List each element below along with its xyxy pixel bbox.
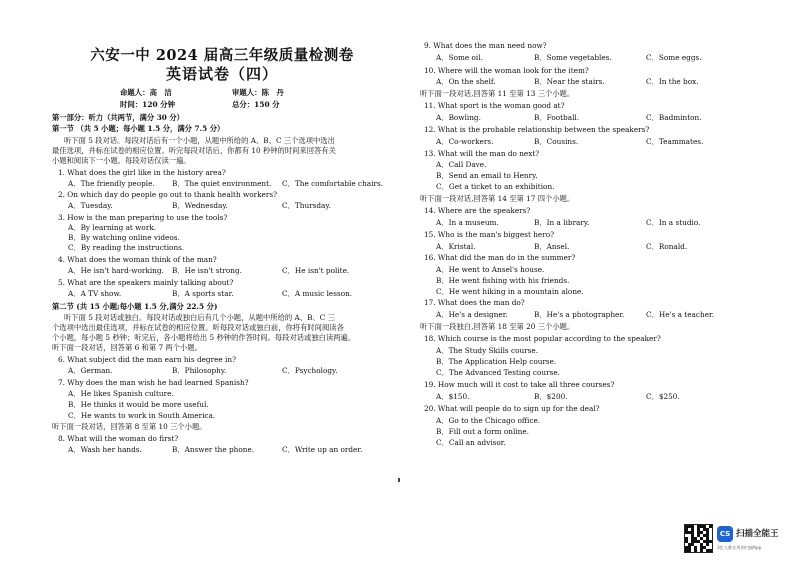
option-b: B．Near the stairs. (534, 77, 605, 86)
question-text: 9. What does the man need now? (424, 41, 547, 50)
option-c: C．Call an advisor. (436, 438, 506, 447)
camscanner-tagline: 3亿人都在用的扫描App (717, 545, 762, 550)
question-text: 1. What does the girl like in the history area? (58, 168, 226, 177)
question-text: 15. Who is the man's biggest hero? (424, 230, 555, 239)
part1-heading: 第一部分：听力（共两节，满分 30 分） (52, 113, 184, 122)
option-c: C．He wants to work in South America. (68, 411, 216, 420)
option-b: B．A sports star. (172, 289, 234, 298)
option-a: A．$150. (436, 392, 470, 401)
option-a: A．The friendly people. (68, 179, 155, 188)
exam-title: 六安一中 2024 届高三年级质量检测卷 (90, 47, 354, 64)
option-a: A．Bowling. (436, 113, 481, 122)
option-c: C．In a studio. (646, 218, 701, 227)
question-text: 6. What subject did the man earn his degree in? (58, 355, 236, 364)
question-text: 7. Why does the man wish he had learned Spanish? (58, 378, 249, 387)
section2-heading: 第二节 (共 15 小题;每小题 1.5 分,满分 22.5 分) (52, 302, 218, 311)
option-a: A．The Study Skills course. (436, 346, 539, 355)
dialogue-intro: 听下面一段对话,回答第 11 至第 13 三个小题。 (420, 89, 575, 98)
gutter-mark (398, 478, 400, 482)
option-c: C．He went hiking in a mountain alone. (436, 287, 584, 296)
option-c: C．Thursday. (282, 201, 331, 210)
question-text: 11. What sport is the woman good at? (424, 101, 565, 110)
section1-instruction: 小题和阅读下一小题。每段对话仅读一遍。 (52, 156, 191, 165)
option-a: A．In a museum. (436, 218, 499, 227)
option-c: C．Some eggs. (646, 53, 702, 62)
dialogue-intro: 听下面一段对话，回答第 6 和第 7 两个小题。 (52, 343, 202, 352)
question-text: 17. What does the man do? (424, 298, 525, 307)
author-label: 命题人：高 洁 (120, 88, 172, 97)
option-a: A．Go to the Chicago office. (436, 416, 541, 425)
option-b: B．The Application Help course. (436, 357, 557, 366)
question-text: 8. What will the woman do first? (58, 434, 179, 443)
question-text: 5. What are the speakers mainly talking about? (58, 278, 234, 287)
option-b: B．The quiet environment. (172, 179, 272, 188)
option-a: A．Call Dave. (436, 160, 487, 169)
option-a: A．On the shelf. (436, 77, 496, 86)
option-b: B．By watching online videos. (68, 233, 180, 242)
option-b: B．He's a photographer. (534, 310, 625, 319)
question-text: 12. What is the probable relationship between the speakers? (424, 125, 650, 134)
option-b: B．Ansel. (534, 242, 570, 251)
option-a: A．He likes Spanish culture. (68, 389, 174, 398)
section1-instruction: 最佳选项，并标在试卷的相应位置。听完每段对话后，你都有 10 秒钟的时间来回答有关 (52, 146, 336, 155)
camscanner-logo-icon: CS (717, 526, 733, 542)
question-text: 3. How is the man preparing to use the tools? (58, 213, 228, 222)
left-column (52, 0, 392, 561)
option-c: C．A music lesson. (282, 289, 353, 298)
question-text: 4. What does the woman think of the man? (58, 255, 217, 264)
option-a: A．Wash her hands. (68, 445, 142, 454)
option-b: B．He went fishing with his friends. (436, 276, 570, 285)
question-text: 19. How much will it cost to take all three courses? (424, 380, 615, 389)
option-c: C．By reading the instructions. (68, 243, 185, 252)
right-column (420, 0, 720, 561)
question-text: 14. Where are the speakers? (424, 206, 531, 215)
option-b: B．Some vegetables. (534, 53, 612, 62)
dialogue-intro: 听下面一段对话,回答第 14 至第 17 四个小题。 (420, 194, 575, 203)
monologue-intro: 听下面一段独白,回答第 18 至第 20 三个小题。 (420, 322, 575, 331)
option-c: C．Badminton. (646, 113, 702, 122)
score-label: 总分：150 分 (232, 100, 280, 109)
option-a: A．Kristal. (436, 242, 476, 251)
question-text: 20. What will people do to sign up for the deal? (424, 404, 600, 413)
section2-instruction: 个小题，每小题 5 秒钟；听完后，各小题将给出 5 秒钟的作答时间。每段对话或独白读两遍。 (52, 333, 356, 342)
question-text: 13. What will the man do next? (424, 149, 540, 158)
camscanner-name: 扫描全能王 (736, 529, 779, 539)
option-b: B．Football. (534, 113, 580, 122)
option-b: B．He thinks it would be more useful. (68, 400, 209, 409)
reviewer-label: 审题人：陈 丹 (232, 88, 284, 97)
option-b: B．Fill out a form online. (436, 427, 529, 436)
option-b: B．Cousins. (534, 137, 579, 146)
option-c: C．Ronald. (646, 242, 688, 251)
question-text: 10. Where will the woman look for the item? (424, 66, 589, 75)
option-a: A．German. (68, 366, 113, 375)
option-b: B．In a library. (534, 218, 590, 227)
option-b: B．$200. (534, 392, 568, 401)
option-b: B．He isn't strong. (172, 266, 242, 275)
question-text: 2. On which day do people go out to thank health workers? (58, 190, 277, 199)
option-c: C．He isn't polite. (282, 266, 350, 275)
option-c: C．Get a ticket to an exhibition. (436, 182, 555, 191)
qr-code-icon (684, 524, 713, 553)
dialogue-intro: 听下面一段对话，回答第 8 至第 10 三个小题。 (52, 422, 207, 431)
question-text: 18. Which course is the most popular according to the speaker? (424, 334, 661, 343)
section1-heading: 第一节 （共 5 小题；每小题 1.5 分，满分 7.5 分） (52, 124, 225, 133)
option-c: C．Teammates. (646, 137, 704, 146)
option-c: C．Write up an order. (282, 445, 363, 454)
option-c: C．$250. (646, 392, 680, 401)
option-c: C．In the box. (646, 77, 699, 86)
option-a: A．A TV show. (68, 289, 122, 298)
section1-instruction: 听下面 5 段对话。每段对话后有一个小题，从题中所给的 A、B、C 三个选项中选出 (64, 136, 335, 145)
exam-subtitle: 英语试卷（四） (165, 65, 278, 83)
option-a: A．By learning at work. (68, 223, 157, 232)
option-c: C．The Advanced Testing course. (436, 368, 560, 377)
option-a: A．He isn't hard-working. (68, 266, 164, 275)
option-a: A．He's a designer. (436, 310, 508, 319)
time-label: 时间：120 分钟 (120, 100, 175, 109)
option-b: B．Wednesday. (172, 201, 228, 210)
option-c: C．Psychology. (282, 366, 338, 375)
option-a: A．Co-workers. (436, 137, 494, 146)
option-b: B．Philosophy. (172, 366, 227, 375)
question-text: 16. What did the man do in the summer? (424, 253, 576, 262)
section2-instruction: 听下面 5 段对话或独白。每段对话或独白后有几个小题，从题中所给的 A、B、C 三 (64, 313, 335, 322)
option-c: C．He's a teacher. (646, 310, 715, 319)
option-b: B．Answer the phone. (172, 445, 255, 454)
section2-instruction: 个选项中选出最佳选项，并标在试卷的相应位置。听每段对话或独白前，你将有时间阅读各 (52, 323, 344, 332)
option-a: A．He went to Ansel's house. (436, 265, 545, 274)
option-b: B．Send an email to Henry. (436, 171, 538, 180)
option-a: A．Some oil. (436, 53, 483, 62)
option-c: C．The comfortable chairs. (282, 179, 384, 188)
option-a: A．Tuesday. (68, 201, 113, 210)
